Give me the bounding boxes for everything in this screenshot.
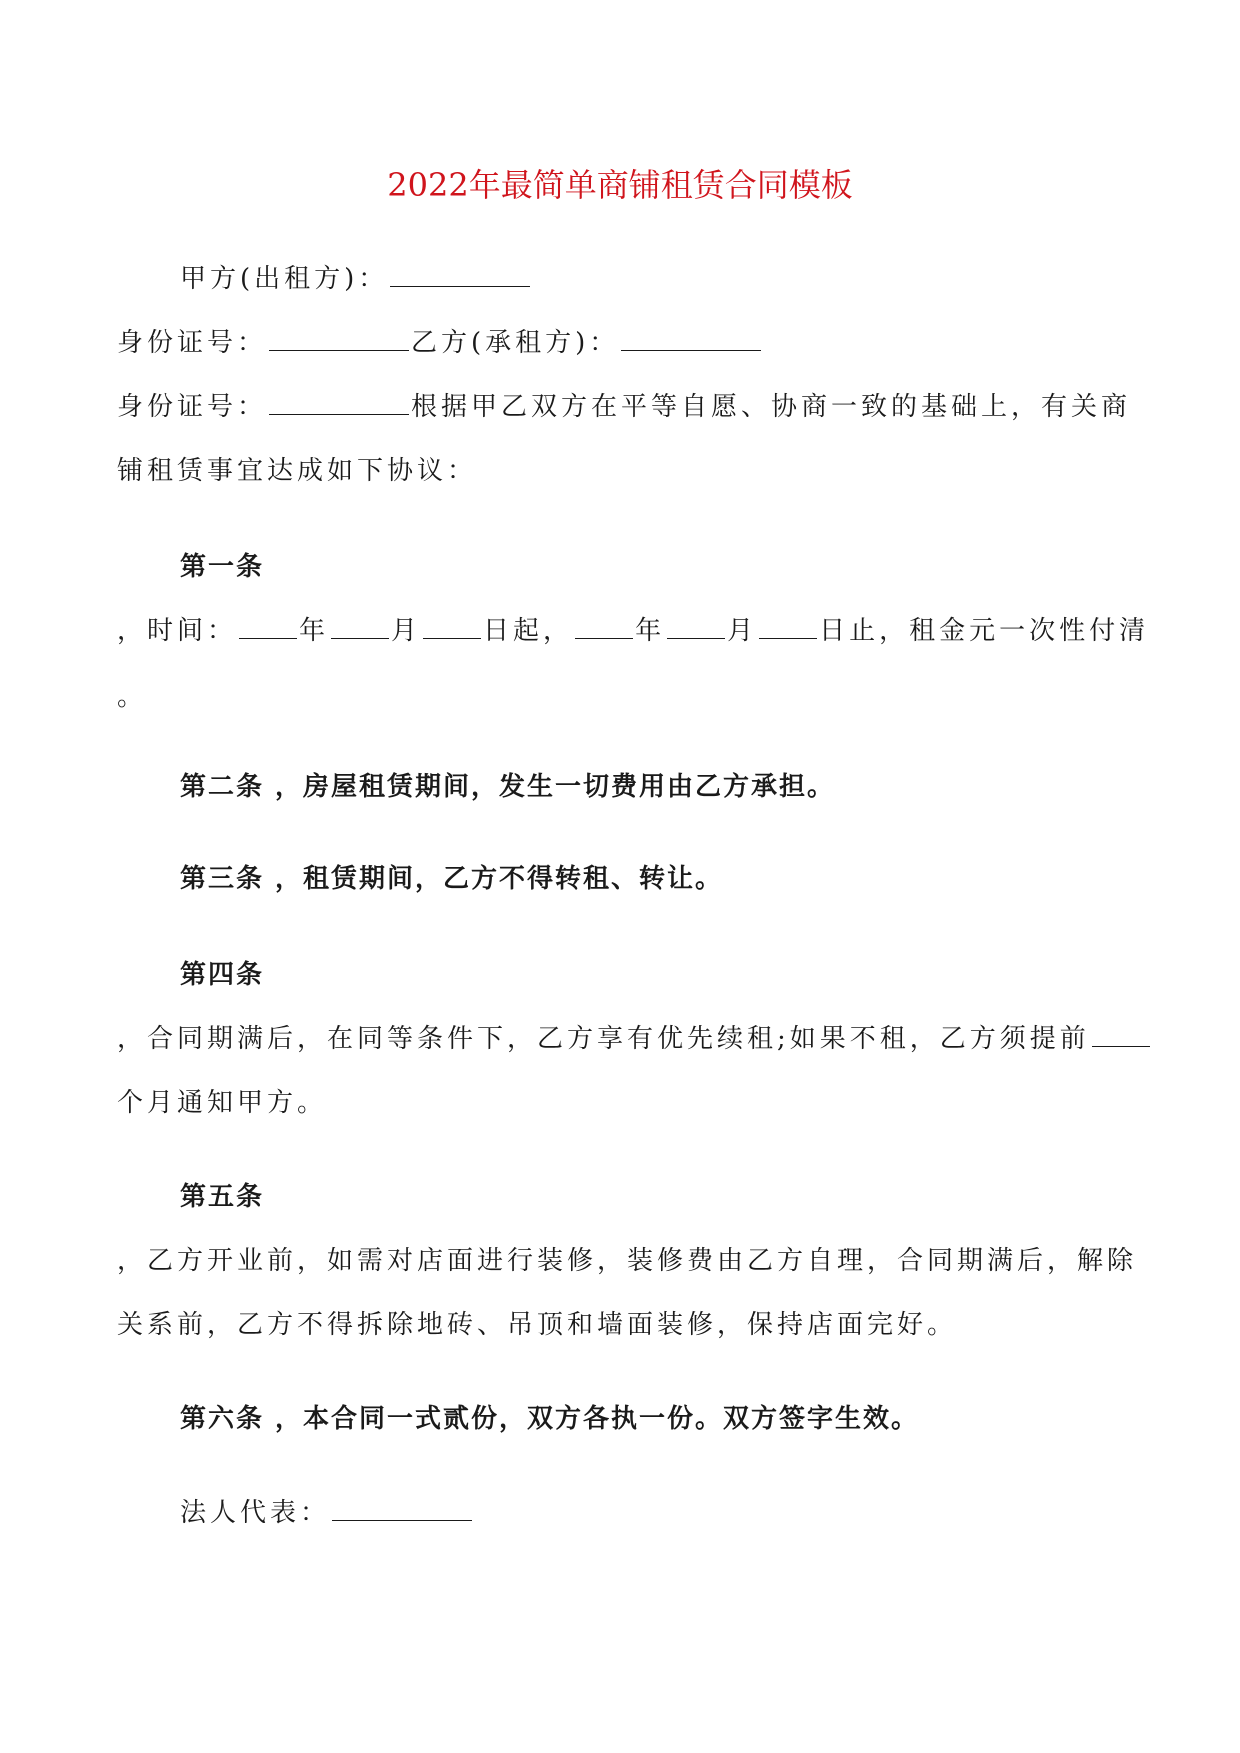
day-blank-1 bbox=[423, 614, 481, 639]
year-label-1: 年 bbox=[299, 616, 330, 646]
day-from-label: 日起， bbox=[483, 616, 574, 646]
document-title: 2022年最简单商铺租赁合同模板 bbox=[387, 166, 853, 204]
year-blank-2 bbox=[575, 614, 633, 639]
article-2: 第二条 ，房屋租赁期间，发生一切费用由乙方承担。 bbox=[180, 772, 836, 802]
article-1-time-line bbox=[117, 614, 1149, 648]
article-4-heading: 第四条 bbox=[180, 960, 265, 990]
article-5-line-1: ，乙方开业前，如需对店面进行装修，装修费由乙方自理，合同期满后，解除 bbox=[117, 1246, 1138, 1276]
id-label-1: 身份证号： bbox=[117, 328, 268, 358]
year-blank-1 bbox=[239, 614, 297, 639]
preamble-text-1: 根据甲乙双方在平等自愿、协商一致的基础上，有关商 bbox=[411, 392, 1132, 422]
party-b-line bbox=[117, 326, 763, 360]
day-blank-2 bbox=[759, 614, 817, 639]
month-label-2: 月 bbox=[727, 616, 758, 646]
months-blank bbox=[1092, 1022, 1150, 1047]
year-label-2: 年 bbox=[635, 616, 666, 646]
month-blank-1 bbox=[331, 614, 389, 639]
preamble-line-1 bbox=[117, 390, 1131, 424]
party-a-blank bbox=[390, 262, 530, 287]
legal-rep-blank bbox=[332, 1496, 472, 1521]
article-4-text-1: ，合同期满后，在同等条件下，乙方享有优先续租;如果不租，乙方须提前 bbox=[117, 1024, 1090, 1054]
article-6: 第六条 ，本合同一式贰份，双方各执一份。双方签字生效。 bbox=[180, 1404, 920, 1434]
id-blank-2 bbox=[269, 390, 409, 415]
id-blank-1 bbox=[269, 326, 409, 351]
article-4-line-1 bbox=[117, 1022, 1152, 1056]
article-4-line-2: 个月通知甲方。 bbox=[117, 1088, 328, 1118]
article-5-line-2: 关系前，乙方不得拆除地砖、吊顶和墙面装修，保持店面完好。 bbox=[117, 1310, 958, 1340]
month-label-1: 月 bbox=[391, 616, 422, 646]
party-b-blank bbox=[621, 326, 761, 351]
article-5-heading: 第五条 bbox=[180, 1182, 265, 1212]
day-to-label: 日止，租金元一次性付清 bbox=[819, 616, 1150, 646]
id-label-2: 身份证号： bbox=[117, 392, 268, 422]
preamble-line-2: 铺租赁事宜达成如下协议： bbox=[117, 456, 478, 486]
legal-rep-label: 法人代表： bbox=[180, 1498, 331, 1528]
party-a-label: 甲方(出租方)： bbox=[180, 264, 389, 294]
party-a-line bbox=[180, 262, 532, 296]
month-blank-2 bbox=[667, 614, 725, 639]
article-1-heading: 第一条 bbox=[180, 552, 265, 582]
legal-rep-line bbox=[180, 1496, 474, 1530]
article-3: 第三条 ，租赁期间，乙方不得转租、转让。 bbox=[180, 864, 724, 894]
party-b-label: 乙方(承租方)： bbox=[411, 328, 620, 358]
time-label: ，时间： bbox=[117, 616, 238, 646]
article-1-end: 。 bbox=[117, 682, 148, 712]
